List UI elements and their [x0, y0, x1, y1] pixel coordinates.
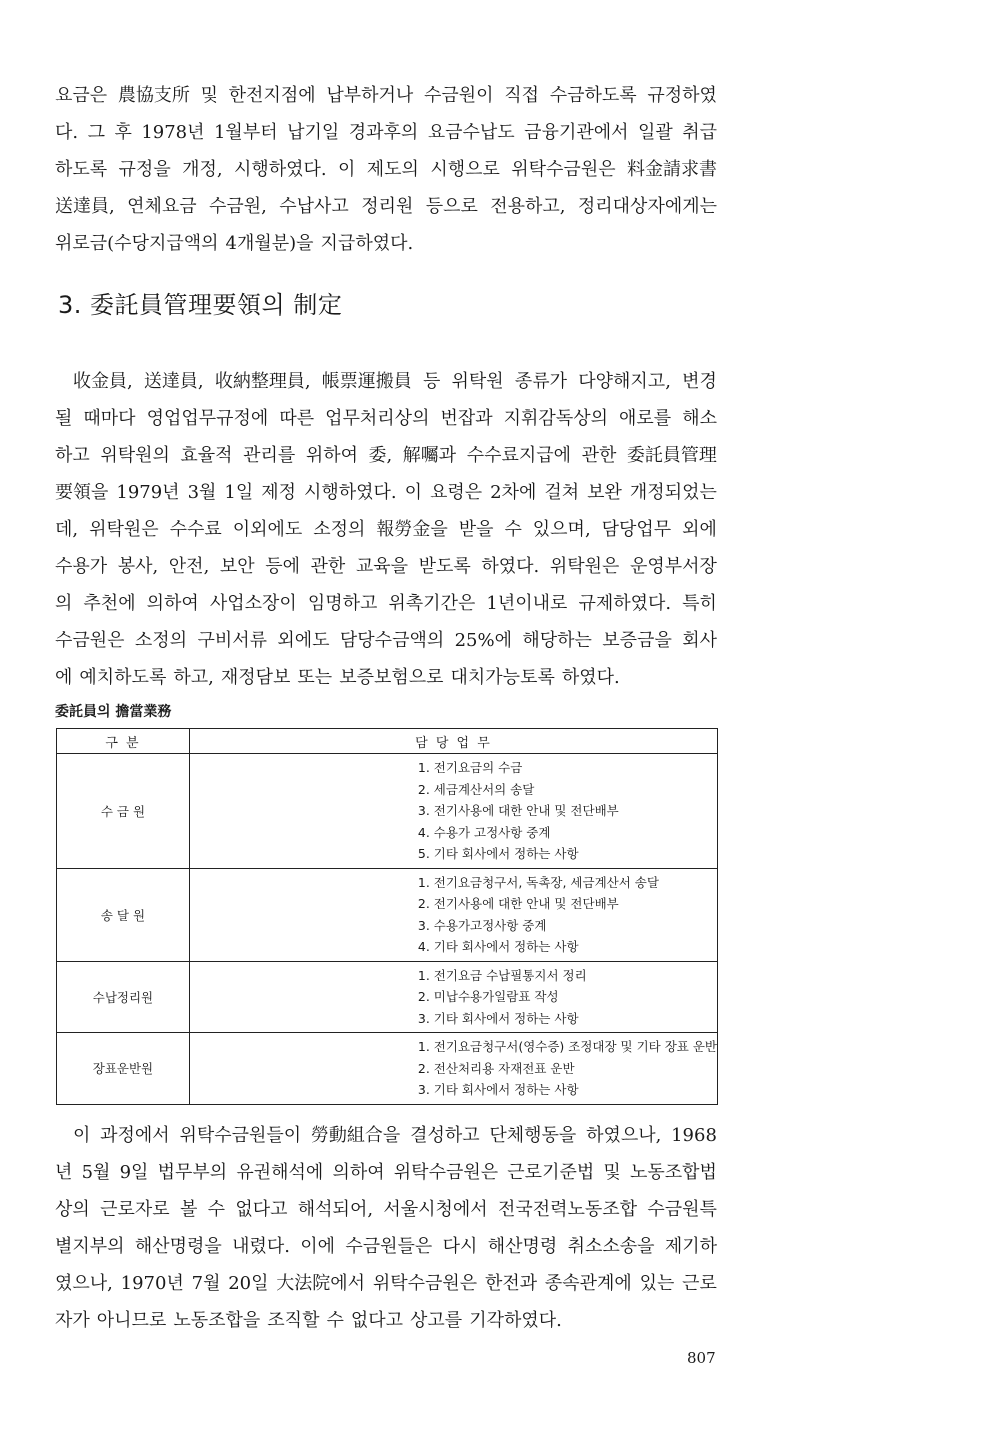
tasks-cell — [189, 1033, 717, 1105]
text-line: 요금은 農協支所 및 한전지점에 납부하거나 수금원이 직접 수금하도록 규정하였 — [55, 85, 717, 106]
text-line: 수용가 봉사, 안전, 보안 등에 관한 교육을 받도록 하였다. 위탁원은 운영부서장 — [55, 556, 717, 577]
task-item: 1. 전기요금 수납필통지서 정리 — [417, 967, 587, 983]
table-caption: 委託員의 擔當業務 — [55, 704, 172, 720]
tasks-cell — [189, 868, 717, 961]
text-line: 送達員, 연체요금 수금원, 수납사고 정리원 등으로 전용하고, 정리대상자에게는 — [55, 196, 717, 217]
task-item: 4. 수용가 고정사항 중계 — [417, 824, 551, 840]
task-item: 2. 전기사용에 대한 안내 및 전단배부 — [417, 896, 619, 911]
header-category: 구 분 — [57, 729, 190, 754]
table-row — [57, 961, 718, 1033]
text-line: 收金員, 送達員, 收納整理員, 帳票運搬員 등 위탁원 종류가 다양해지고, 변경 — [73, 371, 717, 392]
text-line: 의 추천에 의하여 사업소장이 임명하고 위촉기간은 1년이내로 규제하였다. 특히 — [55, 593, 717, 614]
page-number: 807 — [687, 1349, 716, 1367]
text-line: 별지부의 해산명령을 내렸다. 이에 수금원들은 다시 해산명령 취소소송을 제기하 — [55, 1236, 717, 1257]
text-line: 였으나, 1970년 7월 20일 大法院에서 위탁수금원은 한전과 종속관계에 있는 근로 — [55, 1273, 717, 1294]
paragraph-1 — [55, 77, 717, 262]
tasks-cell — [189, 961, 717, 1033]
task-item: 3. 기타 회사에서 정하는 사항 — [417, 1010, 579, 1026]
text-line: 하고 위탁원의 효율적 관리를 위하여 委, 解囑과 수수료지급에 관한 委託員管理 — [55, 445, 717, 466]
task-item: 2. 전산처리용 자재전표 운반 — [417, 1060, 575, 1076]
text-line: 다. 그 후 1978년 1월부터 납기일 경과후의 요금수납도 금융기관에서 일괄 취급 — [55, 122, 717, 143]
task-item: 3. 기타 회사에서 정하는 사항 — [417, 1082, 579, 1097]
text-line: 데, 위탁원은 수수료 이외에도 소정의 報勞金을 받을 수 있으며, 담당업무 외에 — [55, 519, 717, 540]
text-line: 要領을 1979년 3월 1일 제정 시행하였다. 이 요령은 2차에 걸쳐 보완 개정되었는 — [55, 482, 717, 503]
task-item: 4. 기타 회사에서 정하는 사항 — [417, 939, 579, 954]
tasks-cell — [189, 754, 717, 869]
task-item: 1. 전기요금청구서, 독촉장, 세금계산서 송달 — [417, 874, 659, 890]
table-row — [57, 1033, 718, 1105]
paragraph-3 — [55, 1117, 717, 1339]
text-line: 하도록 규정을 개정, 시행하였다. 이 제도의 시행으로 위탁수금원은 料金請求書 — [55, 159, 717, 180]
duties-table — [56, 728, 718, 1105]
task-item: 3. 수용가고정사항 중계 — [417, 917, 547, 933]
task-item: 2. 미납수용가일람표 작성 — [417, 989, 559, 1004]
task-item: 5. 기타 회사에서 정하는 사항 — [417, 846, 579, 861]
table-row — [57, 868, 718, 961]
role-cell: 장표운반원 — [57, 1033, 190, 1105]
role-cell: 수 금 원 — [57, 754, 190, 869]
text-line: 년 5월 9일 법무부의 유권해석에 의하여 위탁수금원은 근로기준법 및 노동조합법 — [55, 1162, 717, 1183]
table-body — [57, 754, 718, 1105]
text-line: 위로금(수당지급액의 4개월분)을 지급하였다. — [55, 233, 414, 254]
text-line: 에 예치하도록 하고, 재정담보 또는 보증보험으로 대치가능토록 하였다. — [55, 667, 620, 688]
task-item: 3. 전기사용에 대한 안내 및 전단배부 — [417, 803, 619, 818]
header-duties: 담 당 업 무 — [189, 729, 717, 754]
task-item: 1. 전기요금청구서(영수증) 조정대장 및 기타 장표 운반 — [417, 1039, 717, 1054]
table-row — [57, 754, 718, 869]
role-cell: 수납정리원 — [57, 961, 190, 1033]
task-item: 2. 세금계산서의 송달 — [417, 781, 535, 797]
section-heading: 3. 委託員管理要領의 制定 — [58, 291, 343, 319]
table-header-row — [57, 729, 718, 754]
text-line: 수금원은 소정의 구비서류 외에도 담당수금액의 25%에 해당하는 보증금을 회사 — [55, 630, 717, 651]
text-line: 자가 아니므로 노동조합을 조직할 수 없다고 상고를 기각하였다. — [55, 1310, 562, 1331]
text-line: 이 과정에서 위탁수금원들이 勞動組合을 결성하고 단체행동을 하였으나, 1968 — [73, 1125, 717, 1146]
paragraph-2 — [55, 363, 717, 696]
text-line: 될 때마다 영업업무규정에 따른 업무처리상의 번잡과 지휘감독상의 애로를 해소 — [55, 408, 717, 429]
role-cell: 송 달 원 — [57, 868, 190, 961]
text-line: 상의 근로자로 볼 수 없다고 해석되어, 서울시청에서 전국전력노동조합 수금원특 — [55, 1199, 717, 1220]
task-item: 1. 전기요금의 수금 — [417, 760, 523, 775]
